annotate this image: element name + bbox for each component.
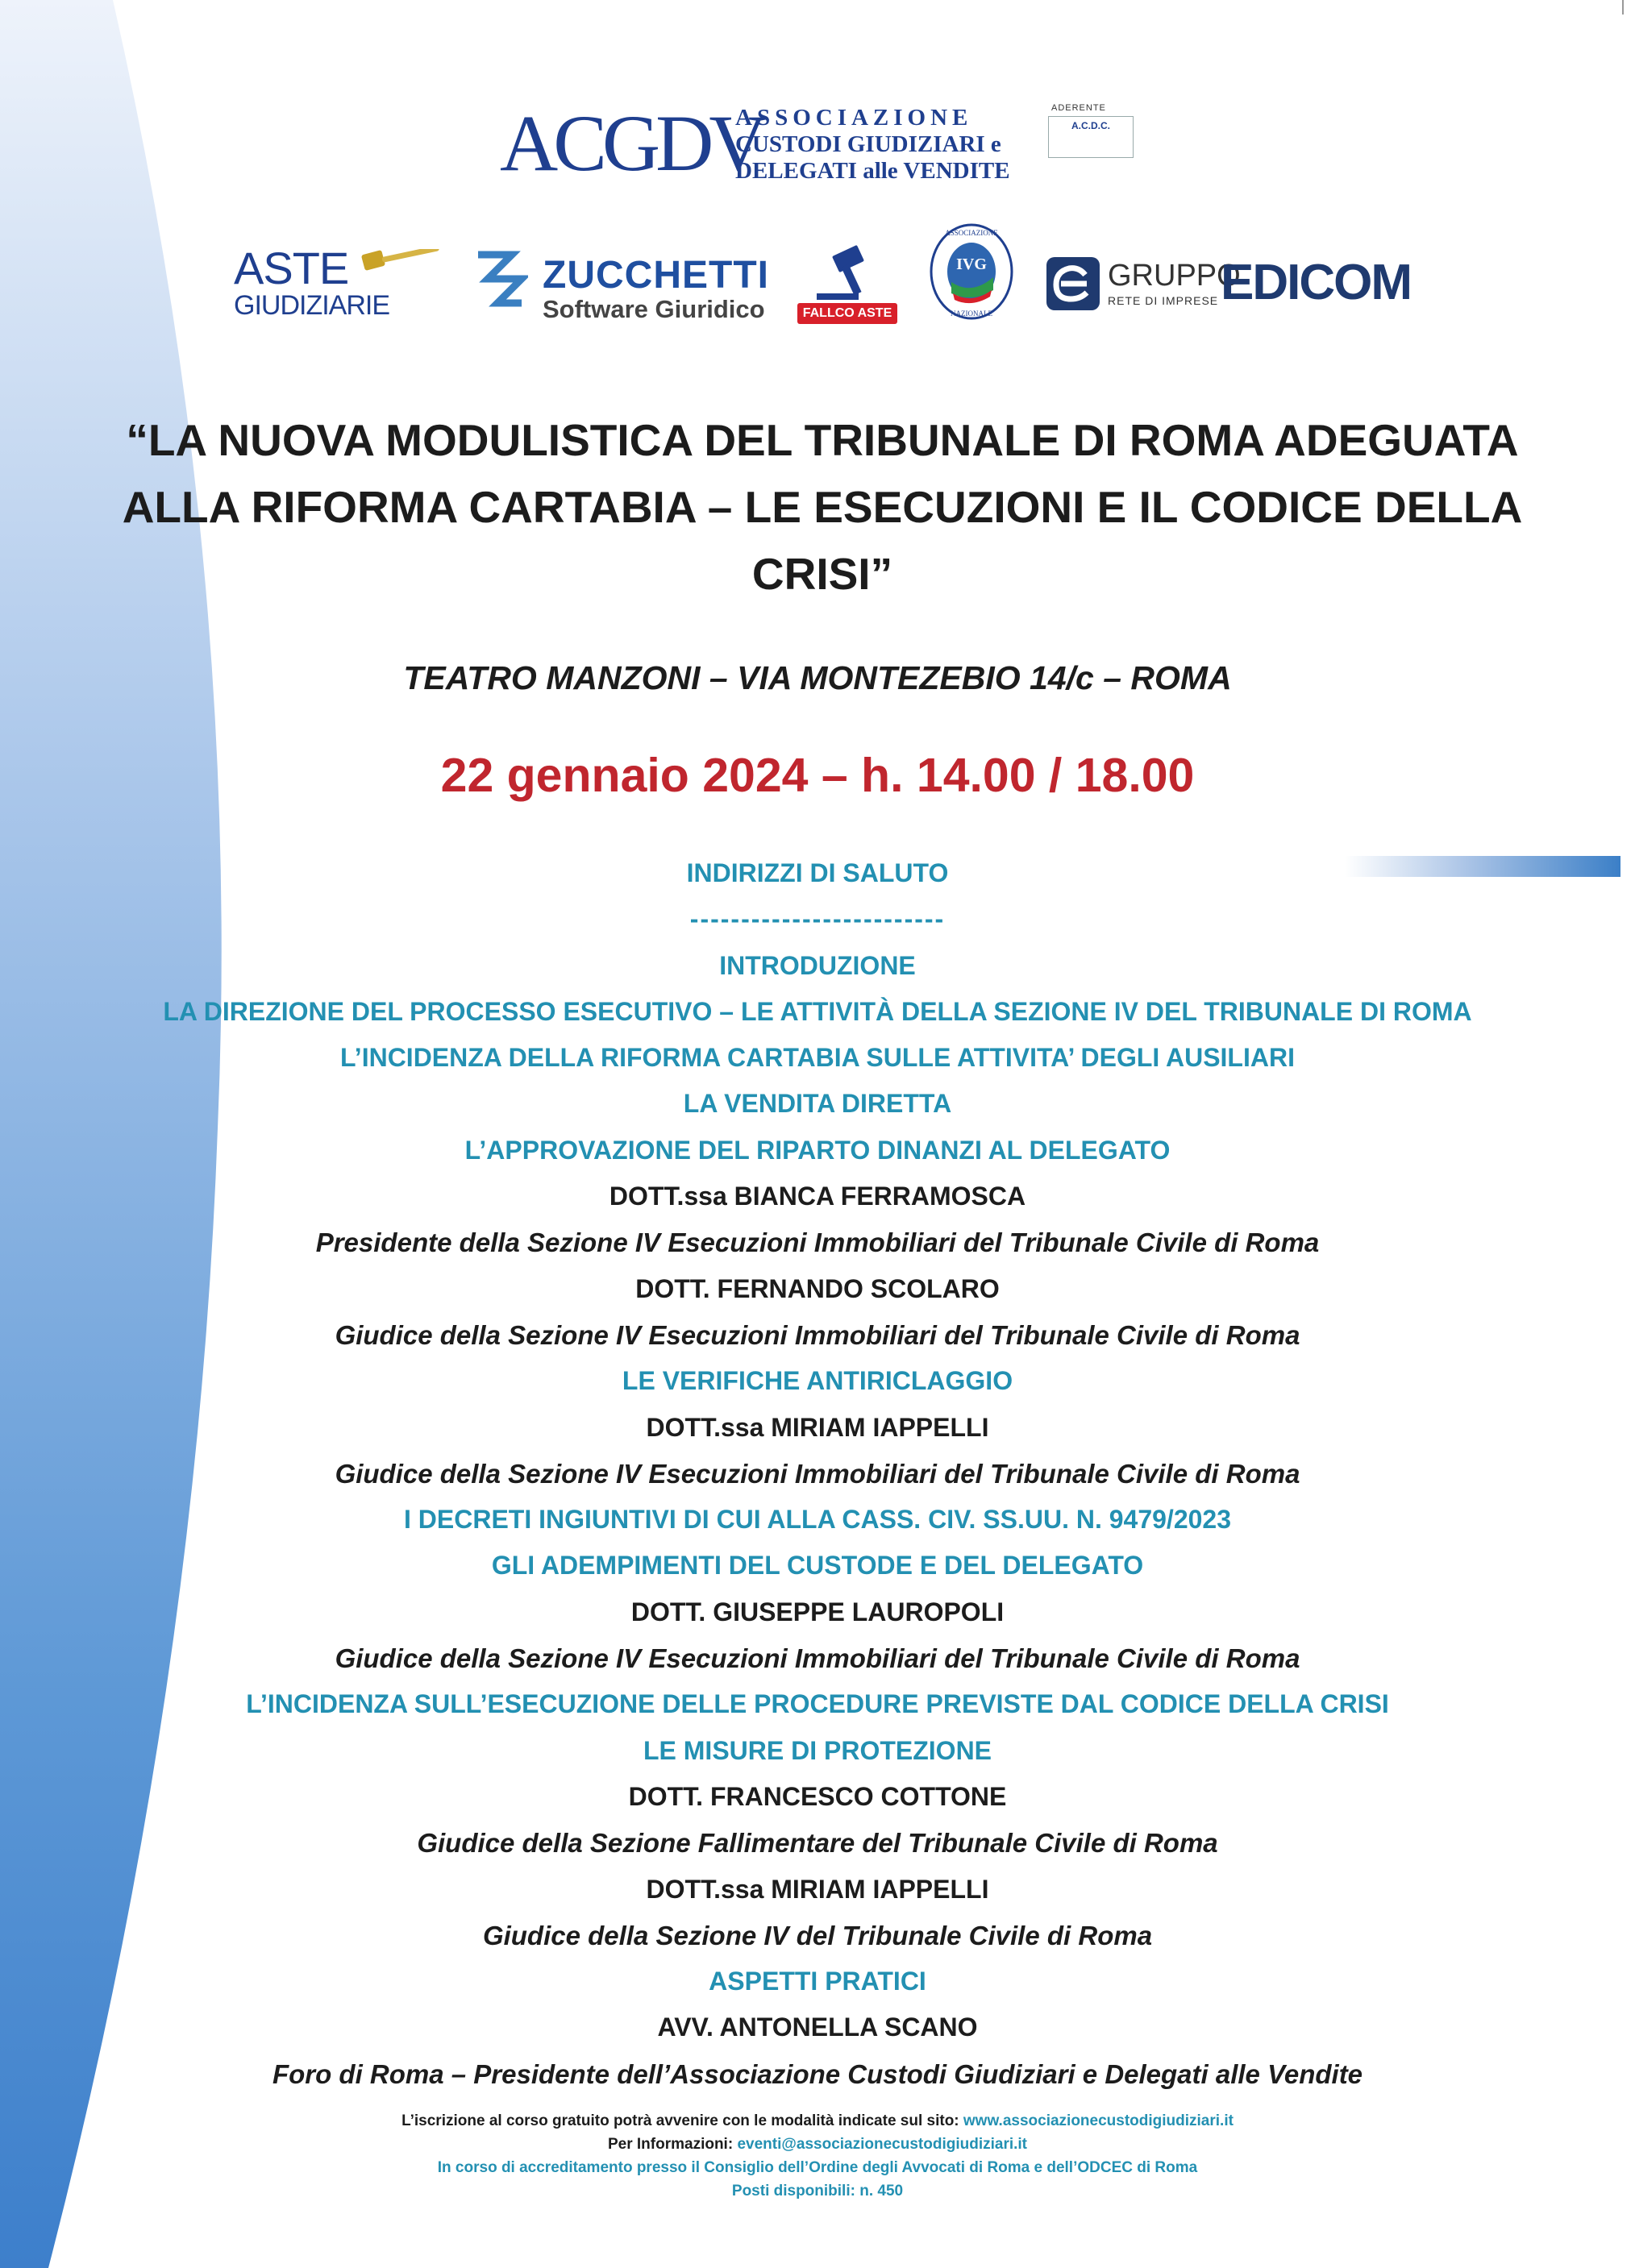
registration-site-link[interactable]: www.associazionecustodigiudiziari.it bbox=[963, 2112, 1234, 2129]
info-line bbox=[0, 2133, 1635, 2156]
footer-info bbox=[0, 2109, 1635, 2203]
crop-mark bbox=[1622, 0, 1624, 15]
acgdv-monogram: ACGDV bbox=[500, 98, 763, 188]
gavel-icon bbox=[812, 245, 884, 301]
zucchetti-z-icon bbox=[472, 247, 528, 311]
program-speaker: DOTT.ssa MIRIAM IAPPELLI bbox=[646, 1874, 989, 1904]
program-role: Giudice della Sezione IV Esecuzioni Immobiliari del Tribunale Civile di Roma bbox=[335, 1643, 1300, 1674]
adherent-name: A.C.D.C. bbox=[1071, 120, 1110, 131]
svg-text:IVG: IVG bbox=[956, 255, 987, 273]
software-giuridico-word: Software Giuridico bbox=[543, 295, 765, 323]
acgdv-logo bbox=[500, 98, 1137, 188]
info-email-link[interactable]: eventi@associazionecustodigiudiziari.it bbox=[737, 2136, 1028, 2153]
aste-giudiziarie-logo bbox=[234, 243, 443, 326]
info-label: Per Informazioni: bbox=[607, 2136, 734, 2153]
program-topic: LA VENDITA DIRETTA bbox=[683, 1089, 952, 1119]
program-list bbox=[0, 850, 1635, 2097]
program-speaker: DOTT. FERNANDO SCOLARO bbox=[635, 1273, 1000, 1303]
registration-line bbox=[0, 2109, 1635, 2133]
program-sep: ------------------------- bbox=[689, 904, 946, 934]
gavel-icon bbox=[355, 249, 443, 289]
program-role: Giudice della Sezione IV Esecuzioni Immobiliari del Tribunale Civile di Roma bbox=[335, 1319, 1300, 1350]
program-topic: I DECRETI INGIUNTIVI DI CUI ALLA CASS. CIV. SS.UU. N. 9479/2023 bbox=[403, 1505, 1231, 1535]
program-topic: GLI ADEMPIMENTI DEL CUSTODE E DEL DELEGATO bbox=[491, 1551, 1144, 1581]
gruppo-edicom-logo bbox=[1046, 254, 1409, 318]
program-role: Giudice della Sezione IV del Tribunale Civile di Roma bbox=[482, 1920, 1153, 1950]
edicom-word: EDICOM bbox=[1221, 255, 1411, 310]
program-topic: L’INCIDENZA SULL’ESECUZIONE DELLE PROCEDURE PREVISTE DAL CODICE DELLA CRISI bbox=[246, 1689, 1389, 1719]
zucchetti-word: ZUCCHETTI bbox=[543, 254, 769, 297]
association-name bbox=[735, 105, 1010, 185]
fallco-aste-label: FALLCO ASTE bbox=[797, 303, 897, 324]
ivg-seal-icon bbox=[927, 219, 1016, 324]
registration-text: L’iscrizione al corso gratuito potrà avvenire con le modalità indicate sul sito: bbox=[401, 2112, 959, 2129]
svg-text:NAZIONALE: NAZIONALE bbox=[951, 309, 992, 318]
program-topic: L’APPROVAZIONE DEL RIPARTO DINANZI AL DELEGATO bbox=[464, 1135, 1171, 1165]
adherent-badge bbox=[1048, 103, 1137, 168]
event-venue: TEATRO MANZONI – VIA MONTEZEBIO 14/c – ROMA bbox=[403, 659, 1232, 696]
program-topic: LE VERIFICHE ANTIRICLAGGIO bbox=[622, 1366, 1013, 1396]
accreditation-note: In corso di accreditamento presso il Consiglio dell’Ordine degli Avvocati di Roma e dell’ODCEC di Roma bbox=[437, 2159, 1198, 2176]
program-topic: INTRODUZIONE bbox=[719, 950, 916, 980]
program-speaker: DOTT.ssa MIRIAM IAPPELLI bbox=[646, 1412, 989, 1442]
title-line: ALLA RIFORMA CARTABIA – LE ESECUZIONI E IL CODICE DELLA bbox=[122, 482, 1523, 532]
ivg-nazionale-logo bbox=[927, 219, 1016, 324]
association-line: DELEGATI alle VENDITE bbox=[735, 158, 1010, 184]
fallco-aste-logo bbox=[794, 242, 899, 330]
program-speaker: DOTT. FRANCESCO COTTONE bbox=[628, 1781, 1007, 1811]
title-line: CRISI” bbox=[751, 549, 893, 599]
event-date: 22 gennaio 2024 – h. 14.00 / 18.00 bbox=[440, 749, 1195, 802]
program-speaker: AVV. ANTONELLA SCANO bbox=[657, 2013, 978, 2042]
event-title bbox=[81, 407, 1564, 608]
edicom-e-icon bbox=[1046, 257, 1100, 310]
seats-available: Posti disponibili: n. 450 bbox=[731, 2183, 904, 2199]
adherent-logo-box bbox=[1048, 116, 1134, 158]
program-speaker: DOTT. GIUSEPPE LAUROPOLI bbox=[630, 1597, 1005, 1626]
program-topic: LE MISURE DI PROTEZIONE bbox=[643, 1735, 992, 1765]
adherent-label: ADERENTE bbox=[1051, 103, 1106, 113]
gruppo-word: GRUPPO bbox=[1108, 259, 1241, 293]
giudiziarie-word: GIUDIZIARIE bbox=[234, 290, 390, 321]
rete-di-imprese-word: RETE DI IMPRESE bbox=[1108, 294, 1219, 307]
program-topic: ASPETTI PRATICI bbox=[709, 1967, 926, 1996]
aste-word: ASTE bbox=[234, 243, 349, 293]
program-topic: LA DIREZIONE DEL PROCESSO ESECUTIVO – LE ATTIVITÀ DELLA SEZIONE IV DEL TRIBUNALE DI ROMA bbox=[163, 996, 1472, 1026]
program-role: Foro di Roma – Presidente dell’Associazione Custodi Giudiziari e Delegati alle Vendite bbox=[272, 2058, 1363, 2089]
title-line: “LA NUOVA MODULISTICA DEL TRIBUNALE DI ROMA ADEGUATA bbox=[126, 415, 1519, 465]
program-topic: L’INCIDENZA DELLA RIFORMA CARTABIA SULLE ATTIVITA’ DEGLI AUSILIARI bbox=[340, 1043, 1295, 1073]
association-line: CUSTODI GIUDIZIARI e bbox=[735, 131, 1001, 157]
svg-text:ASSOCIAZIONE: ASSOCIAZIONE bbox=[945, 229, 998, 237]
program-topic: INDIRIZZI DI SALUTO bbox=[686, 858, 949, 887]
association-line: ASSOCIAZIONE bbox=[735, 105, 973, 131]
zucchetti-logo bbox=[472, 240, 794, 329]
program-role: Presidente della Sezione IV Esecuzioni Immobiliari del Tribunale Civile di Roma bbox=[315, 1227, 1320, 1258]
program-speaker: DOTT.ssa BIANCA FERRAMOSCA bbox=[609, 1182, 1026, 1211]
program-role: Giudice della Sezione IV Esecuzioni Immobiliari del Tribunale Civile di Roma bbox=[335, 1458, 1300, 1489]
program-role: Giudice della Sezione Fallimentare del Tribunale Civile di Roma bbox=[417, 1828, 1218, 1859]
